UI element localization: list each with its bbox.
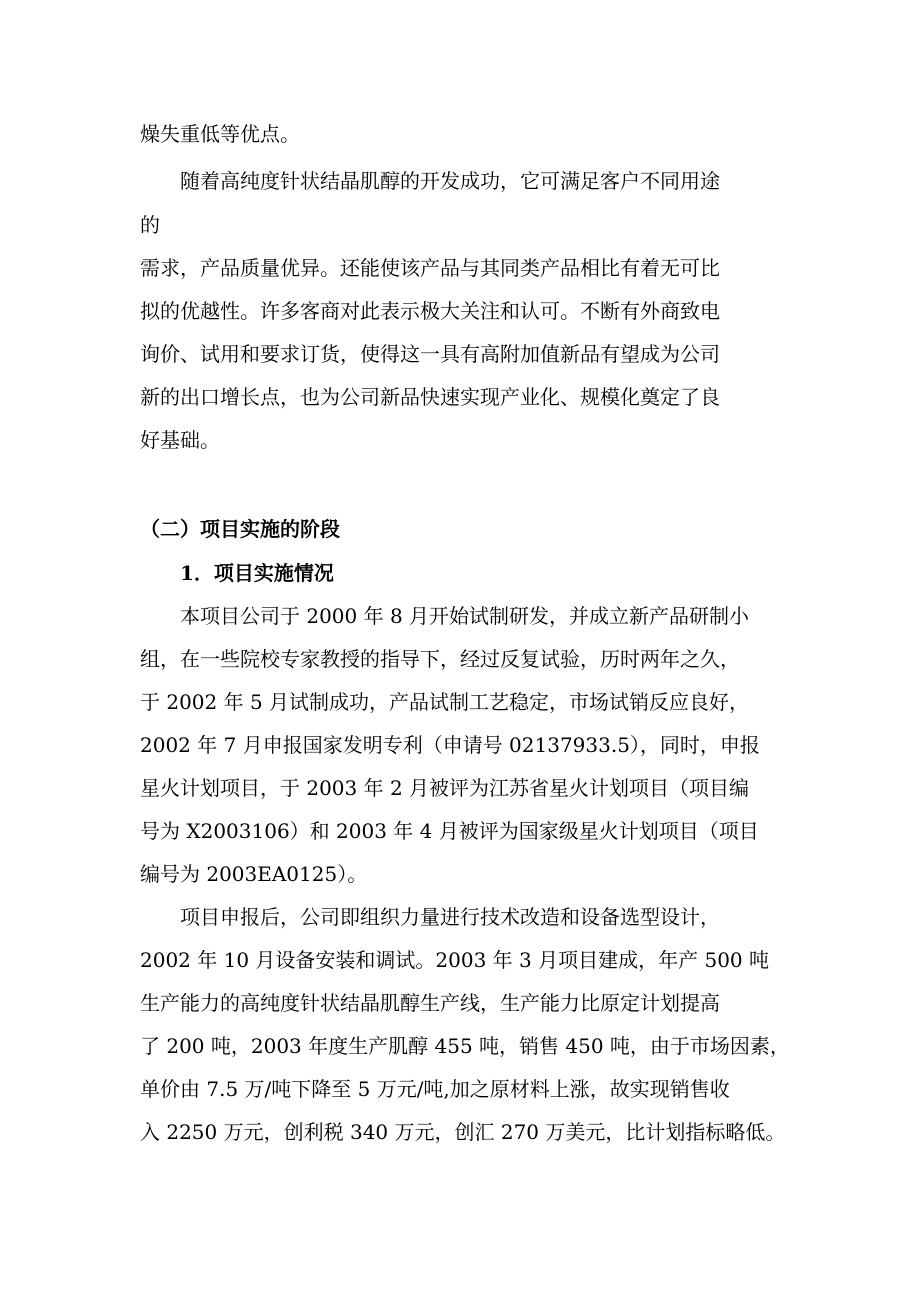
paragraph-line: 本项目公司于 2000 年 8 月开始试制研发，并成立新产品研制小 xyxy=(180,604,750,628)
paragraph-line: 的 xyxy=(140,213,160,237)
paragraph-line: 于 2002 年 5 月试制成功，产品试制工艺稳定，市场试销反应良好， xyxy=(140,690,750,714)
paragraph-line: 了 200 吨，2003 年度生产肌醇 455 吨，销售 450 吨，由于市场因素， xyxy=(140,1034,790,1058)
paragraph-line: 需求，产品质量优异。还能使该产品与其同类产品相比有着无可比 xyxy=(140,256,720,280)
paragraph-line: 号为 X2003106）和 2003 年 4 月被评为国家级星火计划项目（项目 xyxy=(140,819,759,843)
paragraph-line: 2002 年 7 月申报国家发明专利（申请号 02137933.5），同时，申报 xyxy=(140,733,760,757)
paragraph-line: 组，在一些院校专家教授的指导下，经过反复试验，历时两年之久， xyxy=(140,647,740,671)
paragraph-line: 燥失重低等优点。 xyxy=(140,122,300,146)
paragraph-line: 拟的优越性。许多客商对此表示极大关注和认可。不断有外商致电 xyxy=(140,299,720,323)
paragraph-line: 随着高纯度针状结晶肌醇的开发成功，它可满足客户不同用途 xyxy=(180,169,720,193)
paragraph-line: 编号为 2003EA0125）。 xyxy=(140,862,368,886)
paragraph-line: 询价、试用和要求订货，使得这一具有高附加值新品有望成为公司 xyxy=(140,342,720,366)
paragraph-line: 2002 年 10 月设备安装和调试。2003 年 3 月项目建成，年产 500 吨 xyxy=(140,948,770,972)
paragraph-line: 新的出口增长点，也为公司新品快速实现产业化、规模化奠定了良 xyxy=(140,385,720,409)
section-heading: （二）项目实施的阶段 xyxy=(140,517,340,541)
paragraph-line: 单价由 7.5 万/吨下降至 5 万元/吨,加之原材料上涨，故实现销售收 xyxy=(140,1077,730,1101)
paragraph-line: 项目申报后，公司即组织力量进行技术改造和设备选型设计， xyxy=(180,905,720,929)
paragraph-line: 好基础。 xyxy=(140,428,220,452)
subsection-heading: 1．项目实施情况 xyxy=(180,561,334,585)
paragraph-line: 星火计划项目，于 2003 年 2 月被评为江苏省星火计划项目（项目编 xyxy=(140,776,750,800)
paragraph-line: 入 2250 万元，创利税 340 万元，创汇 270 万美元，比计划指标略低。 xyxy=(140,1120,786,1144)
paragraph-line: 生产能力的高纯度针状结晶肌醇生产线，生产能力比原定计划提高 xyxy=(140,991,720,1015)
